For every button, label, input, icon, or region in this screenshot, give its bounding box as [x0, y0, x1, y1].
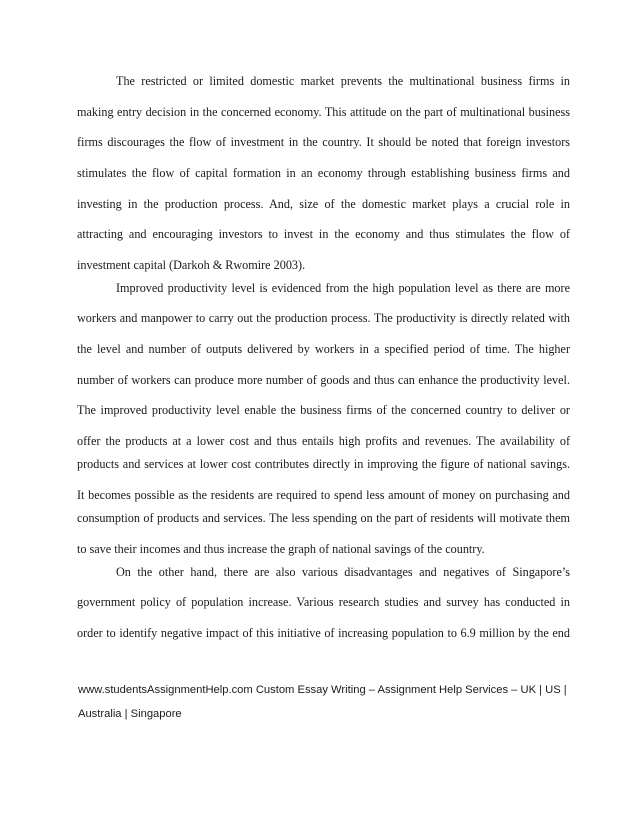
- paragraph-line: workers and manpower to carry out the production process. The productivity is directly related with: [77, 311, 570, 325]
- footer-line: www.studentsAssignmentHelp.com Custom Essay Writing – Assignment Help Services – UK | US |: [78, 684, 567, 696]
- footer-line: Australia | Singapore: [78, 708, 182, 720]
- paragraph-line: order to identify negative impact of this initiative of increasing population to 6.9 million by the end: [77, 626, 570, 640]
- paragraph-line: to save their incomes and thus increase the graph of national savings of the country.: [77, 542, 485, 556]
- paragraph-line: offer the products at a lower cost and thus entails high profits and revenues. The availability of: [77, 434, 570, 448]
- paragraph-line: government policy of population increase. Various research studies and survey has conducted in: [77, 595, 570, 609]
- paragraph-line: investment capital (Darkoh & Rwomire 2003).: [77, 258, 306, 272]
- paragraph-line: It becomes possible as the residents are required to spend less amount of money on purchasing and: [77, 488, 570, 502]
- paragraph-line: The restricted or limited domestic market prevents the multinational business firms in: [116, 74, 570, 88]
- paragraph-line: The improved productivity level enable the business firms of the concerned country to deliver or: [77, 403, 570, 417]
- paragraph-line: number of workers can produce more number of goods and thus can enhance the productivity level.: [77, 373, 570, 387]
- paragraph-line: consumption of products and services. The less spending on the part of residents will motivate them: [77, 511, 570, 525]
- paragraph-line: attracting and encouraging investors to invest in the economy and thus stimulates the flow of: [77, 227, 570, 241]
- paragraph-line: stimulates the flow of capital formation in an economy through establishing business firms and: [77, 166, 570, 180]
- paragraph-line: investing in the production process. And, size of the domestic market plays a crucial role in: [77, 197, 570, 211]
- paragraph-line: products and services at lower cost contributes directly in improving the figure of national savings.: [77, 457, 570, 471]
- paragraph-line: the level and number of outputs delivered by workers in a specified period of time. The higher: [77, 342, 570, 356]
- paragraph-line: Improved productivity level is evidenced from the high population level as there are more: [116, 281, 570, 295]
- paragraph-line: making entry decision in the concerned economy. This attitude on the part of multinational business: [77, 105, 570, 119]
- paragraph-line: firms discourages the flow of investment in the country. It should be noted that foreign investors: [77, 135, 570, 149]
- paragraph-line: On the other hand, there are also various disadvantages and negatives of Singapore’s: [116, 565, 570, 579]
